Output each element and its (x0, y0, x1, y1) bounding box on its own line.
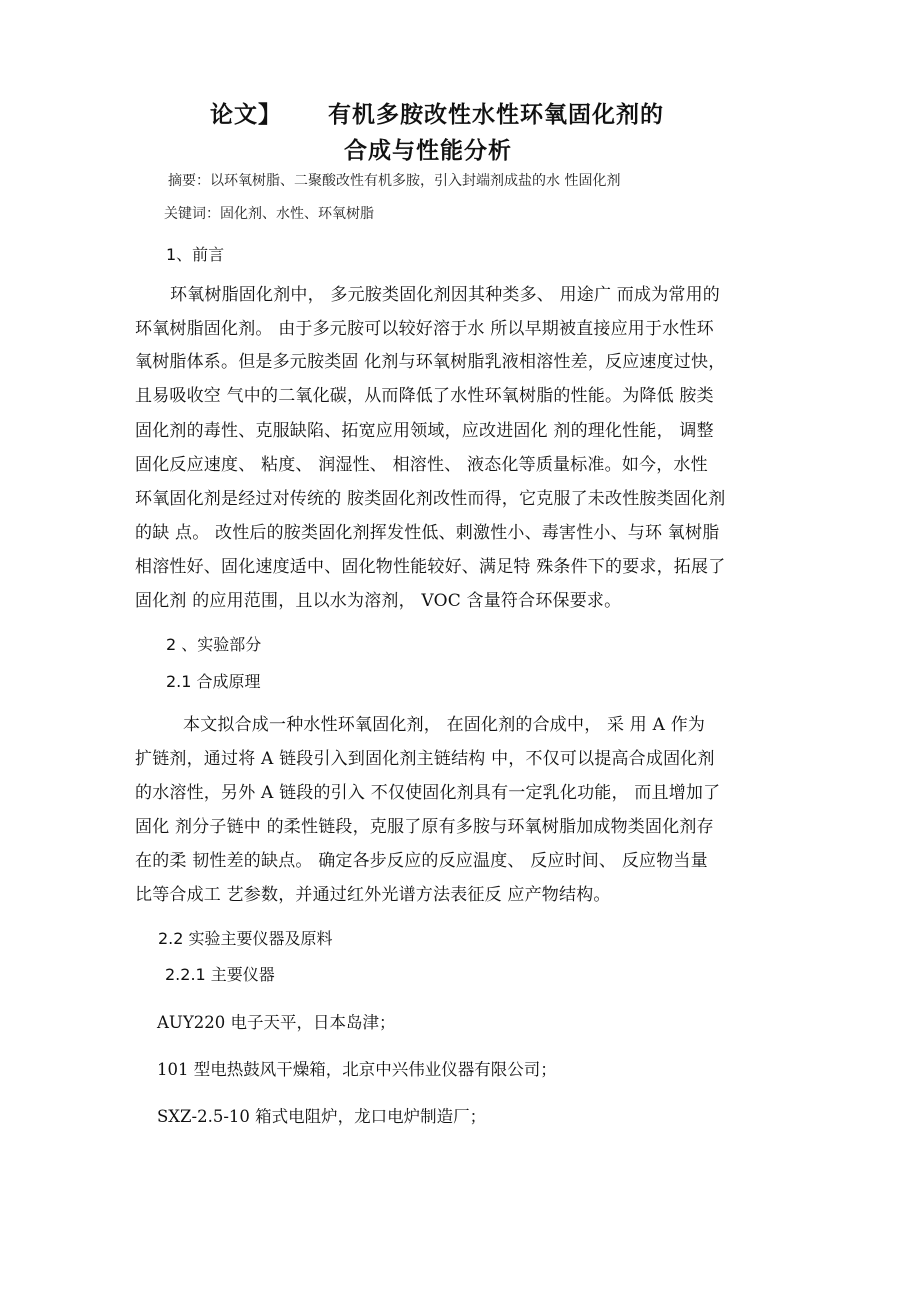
paragraph-line: 固化剂 的应用范围，且以水为溶剂， VOC 含量符合环保要求。 (135, 591, 622, 611)
paragraph-line: 比等合成工 艺参数，并通过红外光谱方法表征反 应产物结构。 (135, 885, 611, 905)
paragraph-line: 且易吸收空 气中的二氧化碳，从而降低了水性环氧树脂的性能。为降低 胺类 (135, 386, 714, 406)
keywords: 关键词：固化剂、水性、环氧树脂 (164, 206, 374, 222)
paragraph-line: 的水溶性，另外 A 链段的引入 不仅使固化剂具有一定乳化功能， 而且增加了 (135, 783, 721, 803)
paragraph-line: 环氧树脂固化剂。 由于多元胺可以较好溶于水 所以早期被直接应用于水性环 (135, 319, 714, 339)
paper-title-line-1 (210, 96, 664, 129)
paragraph-line: 固化剂的毒性、克服缺陷、拓宽应用领域，应改进固化 剂的理化性能， 调整 (135, 421, 714, 441)
paragraph-line: 的缺 点。 改性后的胺类固化剂挥发性低、刺激性小、毒害性小、与环 氧树脂 (135, 523, 720, 543)
section-2-2-1-heading: 2.2.1 主要仪器 (165, 965, 275, 984)
paragraph-line: 环氧固化剂是经过对传统的 胺类固化剂改性而得，它克服了未改性胺类固化剂 (135, 489, 726, 509)
paragraph-line: 固化 剂分子链中 的柔性链段，克服了原有多胺与环氧树脂加成物类固化剂存 (135, 817, 714, 837)
paragraph-line: 本文拟合成一种水性环氧固化剂， 在固化剂的合成中， 采 用 A 作为 (183, 715, 706, 735)
abstract: 摘要：以环氧树脂、二聚酸改性有机多胺，引入封端剂成盐的水 性固化剂 (168, 173, 621, 189)
section-2-1-heading: 2.1 合成原理 (166, 672, 261, 691)
list-item: 101 型电热鼓风干燥箱，北京中兴伟业仪器有限公司； (157, 1060, 557, 1079)
paragraph-line: 扩链剂，通过将 A 链段引入到固化剂主链结构 中，不仅可以提高合成固化剂 (135, 749, 715, 769)
section-2-heading: 2 、实验部分 (166, 635, 262, 654)
paragraph-line: 氧树脂体系。但是多元胺类固 化剂与环氧树脂乳液相溶性差，反应速度过快， (135, 352, 726, 372)
title-main: 有机多胺改性水性环氧固化剂的 (328, 102, 664, 128)
list-item: AUY220 电子天平，日本岛津； (157, 1013, 396, 1032)
paragraph-line: 固化反应速度、 粘度、 润湿性、 相溶性、 液态化等质量标准。如今，水性 (135, 455, 708, 475)
paragraph-line: 环氧树脂固化剂中， 多元胺类固化剂因其种类多、 用途广 而成为常用的 (170, 285, 721, 305)
paragraph-line: 在的柔 韧性差的缺点。 确定各步反应的反应温度、 反应时间、 反应物当量 (135, 851, 708, 871)
section-1-heading: 1、前言 (166, 245, 225, 264)
section-2-2-heading: 2.2 实验主要仪器及原料 (158, 929, 333, 948)
list-item: SXZ-2.5-10 箱式电阻炉，龙口电炉制造厂； (157, 1107, 487, 1126)
paragraph-line: 相溶性好、固化速度适中、固化物性能较好、满足特 殊条件下的要求，拓展了 (135, 557, 726, 577)
paper-title-line-2: 合成与性能分析 (344, 138, 512, 164)
title-prefix: 论文】 (210, 102, 282, 128)
